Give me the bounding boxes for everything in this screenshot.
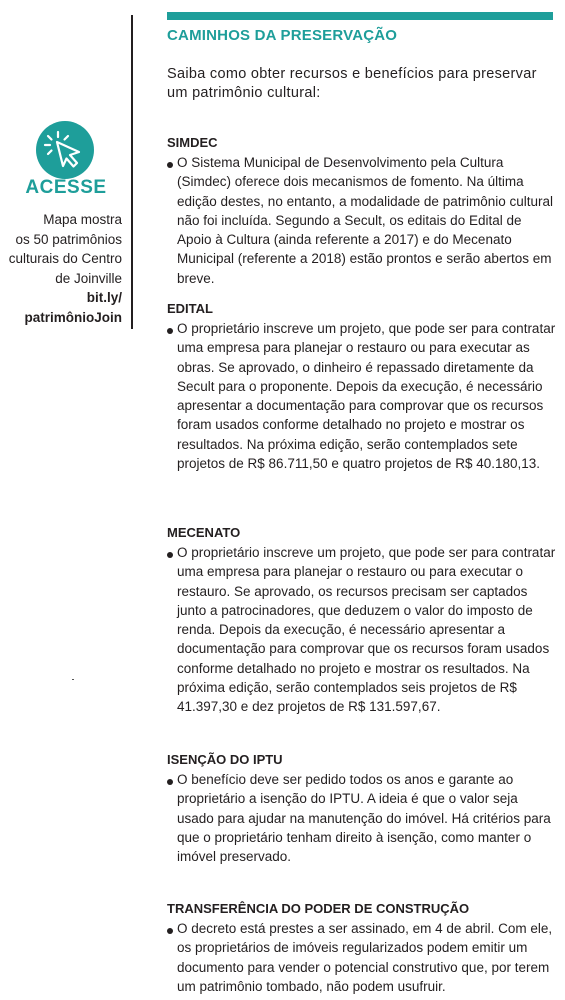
- sidebar-line: culturais do Centro: [8, 251, 122, 266]
- section-edital: [167, 299, 557, 473]
- section-body: [167, 919, 557, 996]
- bullet-icon: [167, 552, 173, 558]
- sidebar-line: os 50 patrimônios: [15, 231, 122, 247]
- section-title: EDITAL: [167, 301, 213, 316]
- sidebar-line: de Joinville: [55, 270, 122, 286]
- map-link[interactable]: patrimônioJoin: [24, 309, 122, 325]
- section-text: O proprietário inscreve um projeto, que pode ser para contratar uma empresa para planejar o restauro ou para executar as obras. Se aprovado, o dinheiro é repassado diretamente da Secult para o proponente. Depois da execução, é necessário apresentar a documentação para comprovar que os recursos foram usados conforme detalhado no projeto e mostrar os resultados. Na próxima edição, serão contemplados sete projetos de R$ 86.711,50 e quatro projetos de R$ 40.180,13.: [177, 321, 556, 472]
- section-text: O decreto está prestes a ser assinado, em 4 de abril. Com ele, os proprietários de imóveis regularizados podem emitir um documento para vender o potencial construtivo que, por terem um patrimônio tombado, não podem usufruir.: [177, 921, 553, 994]
- bullet-icon: [167, 928, 173, 934]
- bullet-icon: [167, 162, 173, 168]
- main-column: [167, 0, 557, 1000]
- section-text: O proprietário inscreve um projeto, que pode ser para contratar uma empresa para planejar o restauro ou para executar o restauro. Se aprovado, os recursos precisam ser captados junto a patrocinadores, que deduzem o valor do imposto de renda. Depois da execução, é necessário apresentar a documentação para comprovar que os recursos foram usados conforme detalhado no projeto e mostrar os resultados. Na próxima edição, serão contemplados seis projetos de R$ 41.397,30 e dez projetos de R$ 131.597,67.: [177, 545, 556, 715]
- cursor-click-icon: [36, 121, 94, 179]
- section-body: [167, 319, 557, 473]
- section-text: O benefício deve ser pedido todos os anos e garante ao proprietário a isenção do IPTU. A ideia é que o valor seja usado para ajudar na manutenção do imóvel. Há critérios para que o proprietário tenham direito à isenção, como manter o imóvel preservado.: [177, 772, 551, 865]
- sidebar-divider: [131, 15, 133, 329]
- section-isencao-iptu: [167, 750, 557, 866]
- sidebar-description: [2, 210, 122, 327]
- section-text: O Sistema Municipal de Desenvolvimento pela Cultura (Simdec) oferece dois mecanismos de fomento. Na última edição destes, no entanto, a modalidade de patrimônio cultural não foi incluída. Segundo a Secult, os editais do Edital de Apoio à Cultura (ainda referente a 2017) e do Mecenato Municipal (referente a 2018) estão prontos e serão abertos em breve.: [177, 155, 553, 286]
- section-body: [167, 543, 557, 717]
- section-mecenato: [167, 523, 557, 717]
- section-title: MECENATO: [167, 525, 241, 540]
- stray-mark: [72, 679, 74, 680]
- section-body: [167, 770, 557, 866]
- bullet-icon: [167, 779, 173, 785]
- sidebar-line: Mapa mostra: [43, 212, 122, 227]
- section-title: TRANSFERÊNCIA DO PODER DE CONSTRUÇÃO: [167, 901, 470, 916]
- acesse-label: ACESSE: [25, 177, 107, 198]
- section-simdec: [167, 133, 557, 288]
- section-body: [167, 153, 557, 288]
- intro-text: Saiba como obter recursos e benefícios para preservar um patrimônio cultural:: [167, 66, 537, 101]
- accent-bar: [167, 12, 553, 20]
- map-link[interactable]: bit.ly/: [86, 290, 122, 305]
- sidebar: [0, 0, 133, 1000]
- page-title: CAMINHOS DA PRESERVAÇÃO: [167, 27, 398, 44]
- section-title: ISENÇÃO DO IPTU: [167, 752, 283, 767]
- section-title: SIMDEC: [167, 135, 218, 150]
- section-transferencia: [167, 899, 557, 996]
- bullet-icon: [167, 328, 173, 334]
